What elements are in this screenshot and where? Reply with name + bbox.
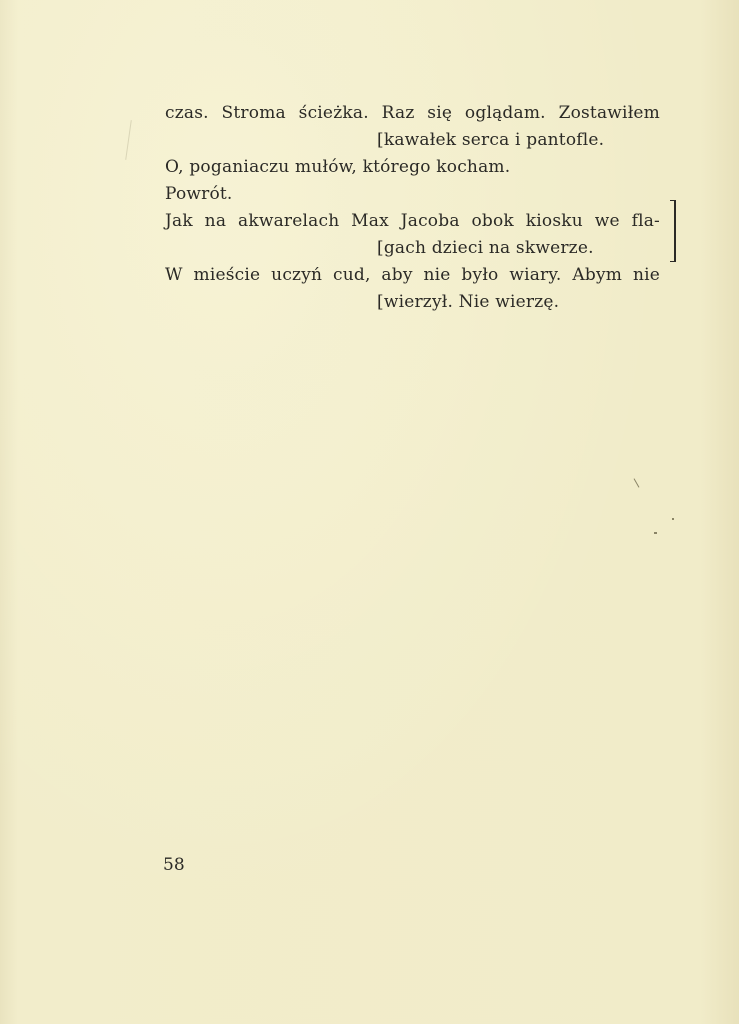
paper-fiber-mark: [125, 120, 132, 160]
poem-line-continuation: [wierzył. Nie wierzę.: [377, 292, 560, 312]
paper-fiber-mark: [634, 478, 640, 487]
poem-text-block: [165, 100, 660, 316]
poem-line: Powrót.: [165, 184, 233, 204]
poem-line: Jak na akwarelach Max Jacoba obok kiosku we fla-: [165, 211, 660, 231]
paper-fiber-mark: [672, 518, 674, 520]
poem-line: W mieście uczyń cud, aby nie było wiary. Abym nie: [165, 265, 660, 285]
margin-bracket-mark: [670, 200, 676, 262]
page-number: 58: [163, 855, 185, 875]
poem-line-continuation: [kawałek serca i pantofle.: [377, 130, 605, 150]
poem-line: czas. Stroma ścieżka. Raz się oglądam. Zostawiłem: [165, 103, 660, 123]
poem-line: O, poganiaczu mułów, którego kocham.: [165, 157, 511, 177]
poem-line-continuation: [gach dzieci na skwerze.: [377, 238, 594, 258]
paper-fiber-mark: [654, 532, 657, 534]
